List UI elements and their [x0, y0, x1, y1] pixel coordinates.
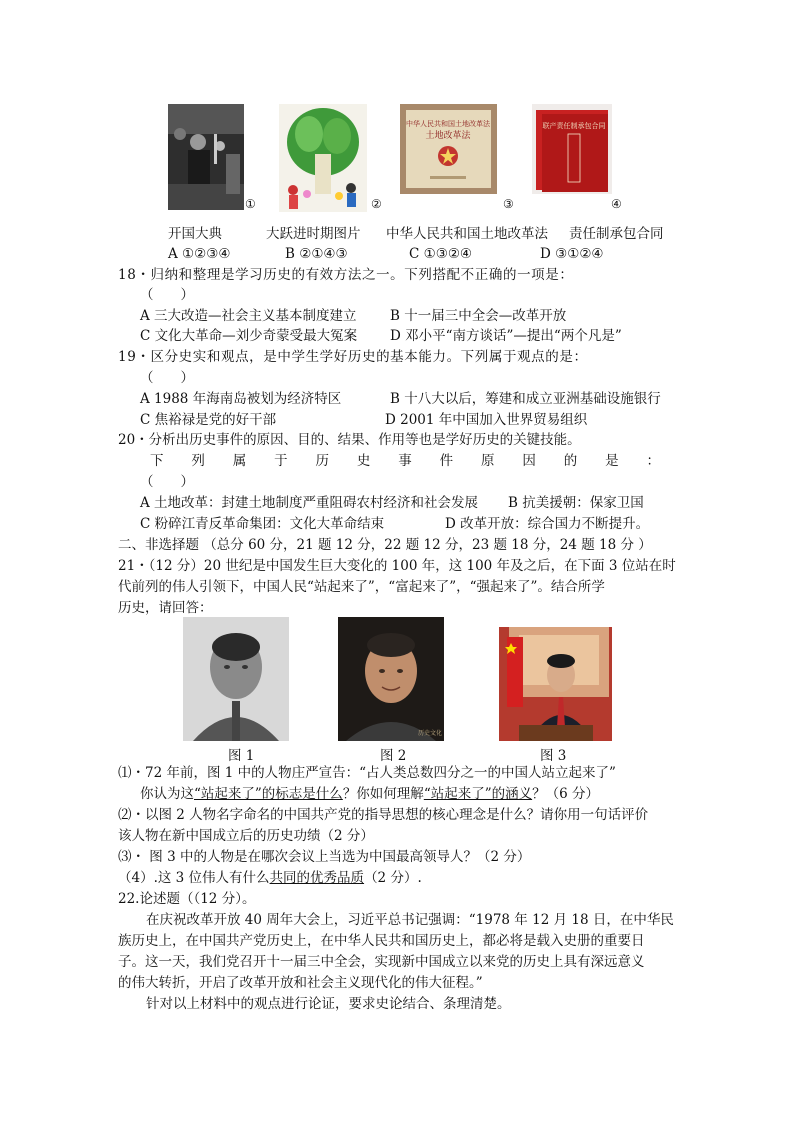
q18-option-a: A 三大改造—社会主义基本制度建立: [140, 308, 357, 324]
q19-option-d: D 2001 年中国加入世界贸易组织: [385, 412, 588, 428]
great-leap-forward-poster: [279, 104, 367, 212]
figure-1-label: 图 1: [228, 748, 255, 764]
q21-part2-line2: 该人物在新中国成立后的历史功绩（2 分）: [118, 828, 374, 844]
q21-part3: ⑶・ 图 3 中的人物是在哪次会议上当选为中国最高领导人？（2 分）: [118, 849, 531, 865]
q18-paren: （ ）: [140, 287, 194, 303]
q22-header: 22.论述题（（12 分）。: [118, 891, 256, 907]
q22-line2: 族历史上，在中国共产党历史上，在中华人民共和国历史上，都必将是载入史册的重要日: [118, 933, 645, 949]
caption-founding-ceremony: 开国大典: [168, 226, 222, 242]
q18-option-d: D 邓小平“南方谈话”—提出“两个凡是”: [390, 328, 622, 344]
q17-option-d: D ③①②④: [540, 246, 604, 262]
svg-text:历史文化: 历史文化: [418, 730, 443, 737]
q21-part2-line1: ⑵・以图 2 人物名字命名的中国共产党的指导思想的核心理念是什么？请你用一句话评价: [118, 807, 649, 823]
image-number-2: ②: [371, 197, 382, 211]
land-reform-law-book: [400, 104, 497, 194]
q21-part1-line1: ⑴・72 年前，图 1 中的人物庄严宣告：“占人类总数四分之一的中国人站立起来了”: [118, 765, 616, 781]
image-number-3: ③: [503, 197, 514, 211]
q17-option-a: A ①②③④: [168, 246, 231, 262]
founding-ceremony-photo: [168, 104, 244, 210]
q22-line1: 在庆祝改革开放 40 周年大会上，习近平总书记强调：“1978 年 12 月 18 日，在中华民: [146, 912, 674, 928]
q18-stem: 18・归纳和整理是学习历史的有效方法之一。下列搭配不正确的一项是：: [118, 267, 574, 283]
q17-option-b: B ②①④③: [285, 246, 348, 262]
portrait-figure-1: [183, 617, 289, 741]
q19-paren: （ ）: [140, 370, 194, 386]
svg-text:土地改革法: 土地改革法: [425, 131, 471, 141]
section2-header: 二、非选择题 （总分 60 分，21 题 12 分，22 题 12 分，23 题 18 分，24 题 18 分 ）: [118, 537, 652, 553]
svg-text:中华人民共和国土地改革法: 中华人民共和国土地改革法: [406, 120, 490, 128]
q21-part1-line2: 你认为这“站起来了”的标志是什么？你如何理解“站起来了”的涵义？（6 分）: [140, 786, 600, 802]
q18-option-c: C 文化大革命—刘少奇蒙受最大冤案: [140, 328, 358, 344]
q22-line4: 的伟大转折，开启了改革开放和社会主义现代化的伟大征程。”: [118, 975, 483, 991]
q21-part4: （4）.这 3 位伟人有什么共同的优秀品质（2 分）.: [118, 870, 422, 886]
image-number-1: ①: [245, 197, 256, 211]
image-number-4: ④: [611, 197, 622, 211]
responsibility-contract-photo: [532, 104, 612, 194]
q20-option-b: B 抗美援朝：保家卫国: [508, 495, 644, 511]
q22-line5: 针对以上材料中的观点进行论证，要求史论结合、条理清楚。: [146, 996, 511, 1012]
q22-line3: 子。这一天，我们党召开十一届三中全会，实现新中国成立以来党的历史上具有深远意义: [118, 954, 645, 970]
q20-paren: （ ）: [140, 474, 194, 490]
caption-contract: 责任制承包合同: [569, 226, 664, 242]
svg-text:联产责任制承包合同: 联产责任制承包合同: [542, 122, 606, 130]
caption-land-reform: 中华人民共和国土地改革法: [386, 226, 548, 242]
portrait-figure-2: [338, 617, 444, 741]
caption-great-leap: 大跃进时期图片: [266, 226, 361, 242]
q20-option-c: C 粉碎江青反革命集团：文化大革命结束: [140, 516, 385, 532]
q20-option-d: D 改革开放：综合国力不断提升。: [445, 516, 650, 532]
q20-option-a: A 土地改革：封建土地制度严重阻碍农村经济和社会发展: [140, 495, 479, 511]
figure-3-label: 图 3: [540, 748, 567, 764]
q21-intro-line3: 历史，请回答：: [118, 600, 213, 616]
figure-2-label: 图 2: [380, 748, 407, 764]
q18-option-b: B 十一届三中全会—改革开放: [390, 308, 567, 324]
q20-stem-continued: 下 列 属 于 历 史 事 件 原 因 的 是 ：: [150, 453, 660, 469]
q21-intro-line1: 21・（12 分）20 世纪是中国发生巨大变化的 100 年，这 100 年及之后，在下面 3 位站在时: [118, 558, 676, 574]
q21-intro-line2: 代前列的伟人引领下，中国人民“站起来了”，“富起来了”，“强起来了”。结合所学: [118, 579, 605, 595]
q19-option-c: C 焦裕禄是党的好干部: [140, 412, 277, 428]
q17-option-c: C ①③②④: [409, 246, 473, 262]
portrait-figure-3: [499, 627, 612, 741]
q19-option-b: B 十八大以后，筹建和成立亚洲基础设施银行: [390, 391, 661, 407]
q19-stem: 19・区分史实和观点，是中学生学好历史的基本能力。下列属于观点的是：: [118, 349, 588, 365]
q19-option-a: A 1988 年海南岛被划为经济特区: [140, 391, 342, 407]
q20-stem: 20・分析出历史事件的原因、目的、结果、作用等也是学好历史的关键技能。: [118, 432, 581, 448]
